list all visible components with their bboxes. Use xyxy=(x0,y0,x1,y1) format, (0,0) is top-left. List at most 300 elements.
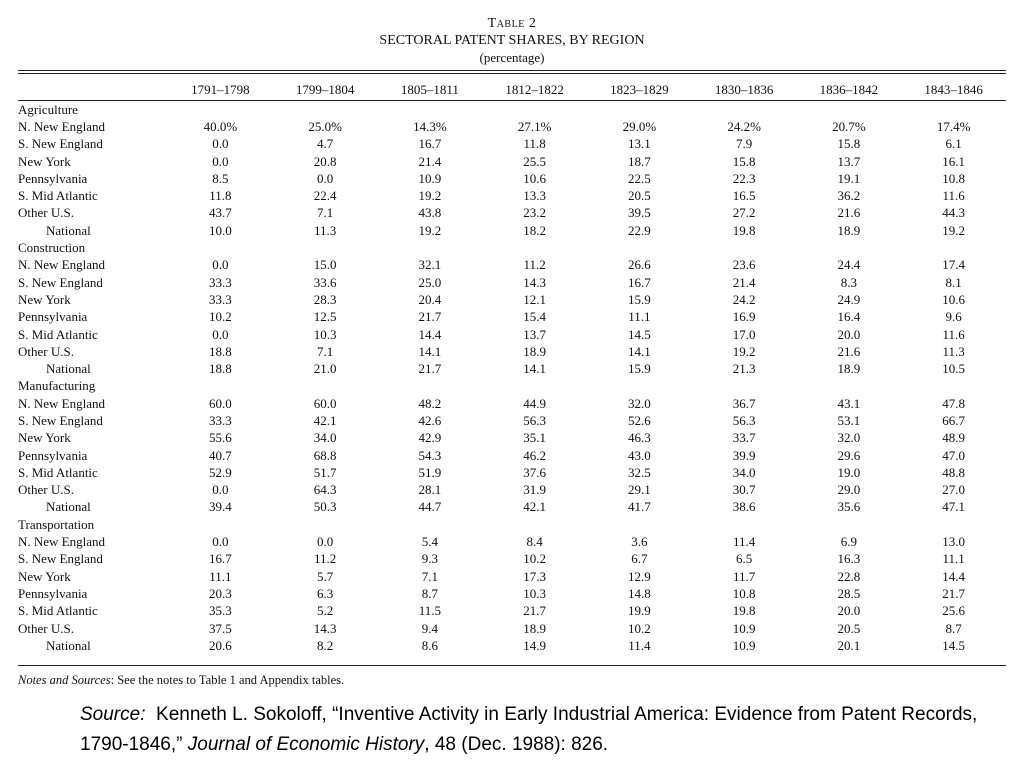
share-value: 20.5 xyxy=(837,620,861,636)
share-value: 8.7 xyxy=(945,620,962,636)
share-value: 44.7 xyxy=(418,499,442,515)
region-label: N. New England xyxy=(18,257,106,273)
share-value: 5.7 xyxy=(317,568,334,584)
share-value: 8.1 xyxy=(945,274,962,290)
share-value: 0.0 xyxy=(317,534,334,550)
share-value: 24.2% xyxy=(727,118,761,134)
share-value: 51.7 xyxy=(313,464,337,480)
share-value: 16.9 xyxy=(732,309,756,325)
share-value: 16.7 xyxy=(209,551,232,567)
share-value: 4.7 xyxy=(317,136,334,152)
share-value: 14.8 xyxy=(628,585,651,601)
share-value: 18.9 xyxy=(837,222,861,238)
share-value: 33.3 xyxy=(209,412,232,428)
sector-name: Construction xyxy=(18,240,86,256)
share-value: 37.5 xyxy=(209,620,232,636)
share-value: 47.1 xyxy=(942,499,965,515)
share-value: 31.9 xyxy=(523,482,546,498)
share-value: 12.1 xyxy=(523,291,546,307)
share-value: 10.3 xyxy=(523,585,546,601)
share-value: 28.1 xyxy=(418,482,442,498)
share-value: 48.8 xyxy=(942,464,965,480)
share-value: 18.9 xyxy=(837,361,861,377)
share-value: 32.0 xyxy=(628,395,651,411)
share-value: 16.5 xyxy=(732,188,756,204)
share-value: 18.8 xyxy=(209,343,232,359)
share-value: 39.4 xyxy=(209,499,232,515)
table-row xyxy=(18,482,1006,499)
region-label: S. Mid Atlantic xyxy=(18,188,98,204)
share-value: 14.9 xyxy=(523,637,546,653)
share-value: 5.4 xyxy=(421,534,438,550)
share-value: 43.8 xyxy=(418,205,442,221)
share-value: 11.5 xyxy=(418,603,442,619)
source-journal: Journal of Economic History xyxy=(187,734,425,755)
share-value: 11.8 xyxy=(523,136,546,152)
share-value: 0.0 xyxy=(212,136,229,152)
table-row xyxy=(18,291,1006,308)
table-row xyxy=(18,395,1006,412)
region-label: National xyxy=(46,637,91,653)
share-value: 10.3 xyxy=(313,326,337,342)
sector-header-row xyxy=(18,516,1006,533)
region-label: S. New England xyxy=(18,551,103,567)
share-value: 6.3 xyxy=(317,585,334,601)
share-value: 14.1 xyxy=(418,343,442,359)
share-value: 66.7 xyxy=(942,412,965,428)
share-value: 25.6 xyxy=(942,603,965,619)
share-value: 41.7 xyxy=(628,499,651,515)
share-value: 18.9 xyxy=(523,343,546,359)
region-label: New York xyxy=(18,291,71,307)
share-value: 21.3 xyxy=(732,361,756,377)
table-row xyxy=(18,222,1006,239)
share-value: 18.2 xyxy=(523,222,546,238)
share-value: 14.1 xyxy=(628,343,651,359)
share-value: 19.9 xyxy=(628,603,651,619)
share-value: 7.1 xyxy=(317,343,334,359)
share-value: 48.2 xyxy=(418,395,442,411)
top-double-rule-lower xyxy=(18,73,1006,74)
share-value: 19.2 xyxy=(418,222,442,238)
share-value: 29.0% xyxy=(622,118,657,134)
share-value: 11.6 xyxy=(942,188,965,204)
region-label: Other U.S. xyxy=(18,343,74,359)
share-value: 21.7 xyxy=(942,585,965,601)
sector-header-row xyxy=(18,378,1006,395)
share-value: 21.4 xyxy=(732,274,756,290)
share-value: 8.7 xyxy=(421,585,438,601)
share-value: 46.2 xyxy=(523,447,546,463)
share-value: 26.6 xyxy=(628,257,651,273)
share-value: 55.6 xyxy=(209,430,232,446)
share-value: 8.2 xyxy=(317,637,334,653)
share-value: 50.3 xyxy=(313,499,337,515)
share-value: 20.0 xyxy=(837,326,861,342)
share-value: 10.0 xyxy=(209,222,232,238)
share-value: 27.0 xyxy=(942,482,965,498)
table-row xyxy=(18,118,1006,135)
share-value: 44.9 xyxy=(523,395,546,411)
share-value: 11.7 xyxy=(732,568,756,584)
share-value: 10.9 xyxy=(418,170,442,186)
share-value: 33.3 xyxy=(209,291,232,307)
share-value: 21.7 xyxy=(418,309,442,325)
share-value: 21.7 xyxy=(418,361,442,377)
share-value: 13.3 xyxy=(523,188,546,204)
table-row xyxy=(18,499,1006,516)
table-row xyxy=(18,187,1006,204)
table-row xyxy=(18,170,1006,187)
patent-shares-table xyxy=(18,79,1006,655)
share-value: 11.2 xyxy=(523,257,546,273)
table-row xyxy=(18,637,1006,654)
share-value: 40.0% xyxy=(203,118,238,134)
share-value: 21.0 xyxy=(313,361,337,377)
share-value: 39.5 xyxy=(628,205,651,221)
share-value: 11.1 xyxy=(209,568,232,584)
table-row xyxy=(18,620,1006,637)
share-value: 0.0 xyxy=(212,257,229,273)
table-row xyxy=(18,551,1006,568)
share-value: 18.7 xyxy=(628,153,651,169)
share-value: 0.0 xyxy=(212,482,229,498)
table-row xyxy=(18,533,1006,550)
share-value: 53.1 xyxy=(837,412,861,428)
share-value: 10.8 xyxy=(732,585,756,601)
region-label: S. Mid Atlantic xyxy=(18,326,98,342)
table-row xyxy=(18,205,1006,222)
region-label: New York xyxy=(18,153,71,169)
share-value: 37.6 xyxy=(523,464,546,480)
region-label: Other U.S. xyxy=(18,205,74,221)
share-value: 17.0 xyxy=(732,326,756,342)
share-value: 10.2 xyxy=(628,620,651,636)
share-value: 13.7 xyxy=(523,326,546,342)
share-value: 64.3 xyxy=(313,482,337,498)
share-value: 7.9 xyxy=(736,136,753,152)
share-value: 16.7 xyxy=(418,136,442,152)
share-value: 25.0 xyxy=(418,274,442,290)
share-value: 22.4 xyxy=(313,188,337,204)
share-value: 15.9 xyxy=(628,291,651,307)
share-value: 13.1 xyxy=(628,136,651,152)
share-value: 60.0 xyxy=(209,395,232,411)
share-value: 42.1 xyxy=(523,499,546,515)
share-value: 44.3 xyxy=(942,205,965,221)
share-value: 10.9 xyxy=(732,637,756,653)
share-value: 16.4 xyxy=(837,309,861,325)
share-value: 12.9 xyxy=(628,568,651,584)
source-label: Source: xyxy=(80,704,146,725)
share-value: 27.2 xyxy=(732,205,756,221)
share-value: 56.3 xyxy=(732,412,756,428)
share-value: 27.1% xyxy=(517,118,552,134)
region-label: National xyxy=(46,499,91,515)
table-row xyxy=(18,326,1006,343)
share-value: 9.4 xyxy=(421,620,438,636)
region-label: Other U.S. xyxy=(18,620,74,636)
share-value: 20.4 xyxy=(418,291,442,307)
share-value: 29.1 xyxy=(628,482,651,498)
share-value: 38.6 xyxy=(732,499,756,515)
share-value: 6.1 xyxy=(945,136,962,152)
share-value: 12.5 xyxy=(313,309,337,325)
share-value: 17.4% xyxy=(936,118,971,134)
share-value: 11.1 xyxy=(942,551,965,567)
share-value: 8.4 xyxy=(526,534,543,550)
share-value: 30.7 xyxy=(732,482,756,498)
share-value: 34.0 xyxy=(313,430,337,446)
sector-name: Agriculture xyxy=(18,101,78,117)
share-value: 33.7 xyxy=(732,430,756,446)
share-value: 14.4 xyxy=(942,568,965,584)
share-value: 24.4 xyxy=(837,257,861,273)
share-value: 21.6 xyxy=(837,343,861,359)
region-label: National xyxy=(46,361,91,377)
share-value: 36.7 xyxy=(732,395,756,411)
share-value: 46.3 xyxy=(628,430,651,446)
share-value: 42.6 xyxy=(418,412,442,428)
share-value: 24.9 xyxy=(837,291,861,307)
table-row xyxy=(18,464,1006,481)
share-value: 10.6 xyxy=(942,291,965,307)
share-value: 54.3 xyxy=(418,447,442,463)
share-value: 11.4 xyxy=(732,534,756,550)
share-value: 43.7 xyxy=(209,205,232,221)
share-value: 34.0 xyxy=(732,464,756,480)
share-value: 29.6 xyxy=(837,447,861,463)
share-value: 14.5 xyxy=(628,326,651,342)
share-value: 68.8 xyxy=(313,447,337,463)
share-value: 11.3 xyxy=(313,222,337,238)
table-row xyxy=(18,274,1006,291)
share-value: 8.5 xyxy=(212,170,229,186)
share-value: 35.1 xyxy=(523,430,546,446)
share-value: 14.3 xyxy=(313,620,337,636)
share-value: 8.3 xyxy=(840,274,857,290)
share-value: 23.2 xyxy=(523,205,546,221)
share-value: 16.1 xyxy=(942,153,965,169)
share-value: 15.0 xyxy=(313,257,337,273)
share-value: 10.2 xyxy=(209,309,232,325)
region-label: Pennsylvania xyxy=(18,309,88,325)
table-label: Table 2 xyxy=(487,16,537,31)
share-value: 11.1 xyxy=(628,309,651,325)
share-value: 22.9 xyxy=(628,222,651,238)
share-value: 22.5 xyxy=(628,170,651,186)
share-value: 35.3 xyxy=(209,603,232,619)
top-double-rule-upper xyxy=(18,70,1006,71)
table-body xyxy=(18,101,1006,655)
table-row xyxy=(18,309,1006,326)
share-value: 33.6 xyxy=(313,274,337,290)
share-value: 0.0 xyxy=(212,153,229,169)
share-value: 47.8 xyxy=(942,395,965,411)
share-value: 13.7 xyxy=(837,153,861,169)
column-header: 1836–1842 xyxy=(797,79,902,101)
region-label: S. New England xyxy=(18,136,103,152)
column-header: 1805–1811 xyxy=(378,79,483,101)
share-value: 9.3 xyxy=(421,551,438,567)
share-value: 17.3 xyxy=(523,568,546,584)
region-label: Other U.S. xyxy=(18,482,74,498)
share-value: 19.2 xyxy=(942,222,965,238)
table-row xyxy=(18,257,1006,274)
share-value: 15.8 xyxy=(732,153,756,169)
table-row xyxy=(18,153,1006,170)
share-value: 17.4 xyxy=(942,257,965,273)
share-value: 25.0% xyxy=(308,118,342,134)
share-value: 10.5 xyxy=(942,361,965,377)
share-value: 42.1 xyxy=(313,412,337,428)
notes-and-sources xyxy=(18,673,344,688)
region-label: S. Mid Atlantic xyxy=(18,603,98,619)
source-details: , 48 (Dec. 1988): 826. xyxy=(424,734,609,755)
table-row xyxy=(18,360,1006,377)
share-value: 9.6 xyxy=(945,309,962,325)
share-value: 36.2 xyxy=(837,188,861,204)
share-value: 6.7 xyxy=(631,551,648,567)
corner-cell xyxy=(18,79,168,101)
share-value: 15.9 xyxy=(628,361,651,377)
share-value: 25.5 xyxy=(523,153,546,169)
share-value: 10.2 xyxy=(523,551,546,567)
share-value: 6.9 xyxy=(840,534,857,550)
table-subtitle: (percentage) xyxy=(479,50,545,65)
share-value: 52.9 xyxy=(209,464,232,480)
region-label: New York xyxy=(18,430,71,446)
notes-text: : See the notes to Table 1 and Appendix tables. xyxy=(110,673,345,687)
sector-name: Manufacturing xyxy=(18,378,96,394)
share-value: 20.6 xyxy=(209,637,232,653)
region-label: S. New England xyxy=(18,412,103,428)
share-value: 10.6 xyxy=(523,170,546,186)
share-value: 18.8 xyxy=(209,361,232,377)
table-row xyxy=(18,136,1006,153)
share-value: 19.2 xyxy=(418,188,442,204)
share-value: 52.6 xyxy=(628,412,651,428)
share-value: 39.9 xyxy=(732,447,756,463)
table-row xyxy=(18,603,1006,620)
sector-header-row xyxy=(18,239,1006,256)
share-value: 32.1 xyxy=(418,257,442,273)
share-value: 33.3 xyxy=(209,274,232,290)
region-label: N. New England xyxy=(18,395,106,411)
share-value: 20.5 xyxy=(628,188,651,204)
share-value: 16.3 xyxy=(837,551,861,567)
share-value: 11.2 xyxy=(313,551,337,567)
share-value: 7.1 xyxy=(317,205,334,221)
share-value: 24.2 xyxy=(732,291,756,307)
region-label: N. New England xyxy=(18,534,106,550)
share-value: 6.5 xyxy=(736,551,753,567)
column-header: 1830–1836 xyxy=(692,79,797,101)
column-header: 1812–1822 xyxy=(482,79,587,101)
share-value: 47.0 xyxy=(942,447,965,463)
sector-header-row xyxy=(18,101,1006,119)
share-value: 21.6 xyxy=(837,205,861,221)
share-value: 29.0 xyxy=(837,482,861,498)
share-value: 20.8 xyxy=(313,153,337,169)
region-label: New York xyxy=(18,568,71,584)
notes-label: Notes and Sources xyxy=(18,673,111,687)
share-value: 19.2 xyxy=(732,343,756,359)
column-header: 1823–1829 xyxy=(587,79,692,101)
source-citation xyxy=(80,700,980,760)
share-value: 22.8 xyxy=(837,568,861,584)
share-value: 60.0 xyxy=(313,395,337,411)
share-value: 13.0 xyxy=(942,534,965,550)
share-value: 19.0 xyxy=(837,464,861,480)
share-value: 43.1 xyxy=(837,395,861,411)
column-header: 1799–1804 xyxy=(273,79,378,101)
source-author-title: Kenneth L. Sokoloff, “Inventive Activity in Early Industrial America: Evidence from Patent Records, 1790-1846,” xyxy=(80,704,978,755)
column-header: 1791–1798 xyxy=(168,79,273,101)
region-label: N. New England xyxy=(18,118,106,134)
column-header: 1843–1846 xyxy=(901,79,1006,101)
share-value: 15.4 xyxy=(523,309,546,325)
share-value: 42.9 xyxy=(418,430,442,446)
share-value: 22.3 xyxy=(732,170,756,186)
share-value: 19.8 xyxy=(732,222,756,238)
share-value: 3.6 xyxy=(631,534,648,550)
table-title: SECTORAL PATENT SHARES, BY REGION xyxy=(379,33,645,48)
share-value: 10.9 xyxy=(732,620,756,636)
share-value: 16.7 xyxy=(628,274,651,290)
share-value: 28.3 xyxy=(313,291,337,307)
share-value: 56.3 xyxy=(523,412,546,428)
share-value: 0.0 xyxy=(212,534,229,550)
share-value: 20.7% xyxy=(832,118,866,134)
table-row xyxy=(18,343,1006,360)
share-value: 20.0 xyxy=(837,603,861,619)
share-value: 11.3 xyxy=(942,343,965,359)
share-value: 5.2 xyxy=(317,603,334,619)
share-value: 32.0 xyxy=(837,430,861,446)
share-value: 23.6 xyxy=(732,257,756,273)
share-value: 43.0 xyxy=(628,447,651,463)
table-row xyxy=(18,585,1006,602)
region-label: S. Mid Atlantic xyxy=(18,464,98,480)
table-row xyxy=(18,568,1006,585)
bottom-rule xyxy=(18,665,1006,666)
share-value: 14.3 xyxy=(523,274,546,290)
region-label: Pennsylvania xyxy=(18,170,88,186)
region-label: National xyxy=(46,222,91,238)
share-value: 28.5 xyxy=(837,585,861,601)
share-value: 51.9 xyxy=(418,464,442,480)
share-value: 7.1 xyxy=(421,568,438,584)
region-label: Pennsylvania xyxy=(18,447,88,463)
region-label: S. New England xyxy=(18,274,103,290)
region-label: Pennsylvania xyxy=(18,585,88,601)
share-value: 14.1 xyxy=(523,361,546,377)
share-value: 14.3% xyxy=(413,118,447,134)
share-value: 14.5 xyxy=(942,637,965,653)
table-row xyxy=(18,447,1006,464)
table-row xyxy=(18,412,1006,429)
share-value: 11.8 xyxy=(209,188,232,204)
share-value: 10.8 xyxy=(942,170,965,186)
share-value: 19.1 xyxy=(837,170,861,186)
share-value: 21.4 xyxy=(418,153,442,169)
share-value: 8.6 xyxy=(421,637,438,653)
share-value: 11.4 xyxy=(628,637,651,653)
sector-name: Transportation xyxy=(18,516,95,532)
share-value: 40.7 xyxy=(209,447,232,463)
share-value: 0.0 xyxy=(317,170,334,186)
